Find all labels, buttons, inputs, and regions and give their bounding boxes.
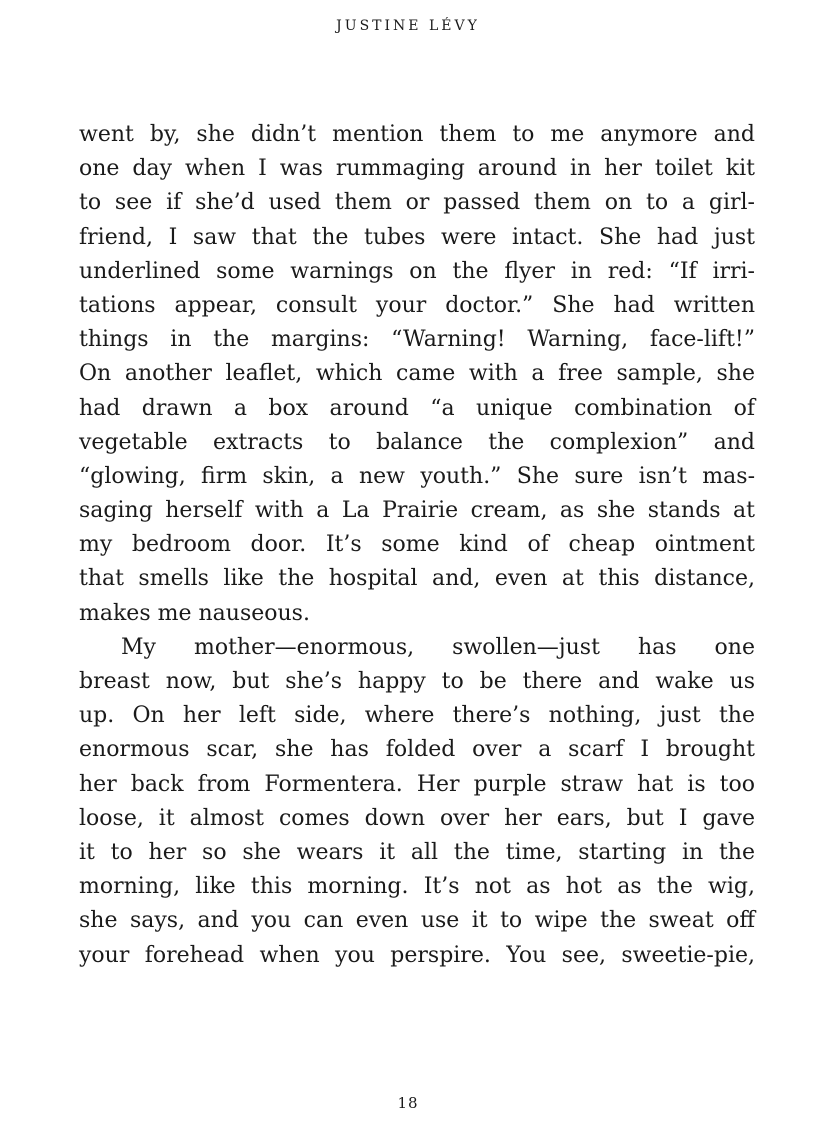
text-line: tations appear, consult your doctor.” She had written xyxy=(79,292,755,318)
text-line: things in the margins: “Warning! Warning, face-lift!” xyxy=(79,327,755,353)
text-line: my bedroom door. It’s some kind of cheap ointment xyxy=(79,532,755,558)
text-line: that smells like the hospital and, even at this distance, xyxy=(79,566,755,592)
text-line: friend, I saw that the tubes were intact. She had just xyxy=(79,224,755,250)
text-line: “glowing, firm skin, a new youth.” She sure isn’t mas- xyxy=(79,463,755,489)
text-line: morning, like this morning. It’s not as hot as the wig, xyxy=(79,874,755,900)
text-line: On another leaflet, which came with a free sample, she xyxy=(79,361,755,387)
text-line: went by, she didn’t mention them to me anymore and xyxy=(79,122,755,147)
page-number: 18 xyxy=(397,1094,419,1112)
text-line: saging herself with a La Prairie cream, as she stands at xyxy=(79,498,755,524)
text-line: My mother—enormous, swollen—just has one xyxy=(121,634,755,660)
text-line: one day when I was rummaging around in her toilet kit xyxy=(79,156,755,182)
text-line: makes me nauseous. xyxy=(79,600,310,626)
body-text xyxy=(79,118,755,973)
text-line: she says, and you can even use it to wipe the sweat off xyxy=(79,908,755,934)
text-line: up. On her left side, where there’s nothing, just the xyxy=(79,703,755,729)
text-line: her back from Formentera. Her purple straw hat is too xyxy=(79,771,755,797)
text-line: to see if she’d used them or passed them on to a girl- xyxy=(79,190,755,216)
text-line: enormous scar, she has folded over a scarf I brought xyxy=(79,737,755,763)
text-line: breast now, but she’s happy to be there and wake us xyxy=(79,669,755,694)
text-line: had drawn a box around “a unique combination of xyxy=(79,395,755,421)
text-line: it to her so she wears it all the time, starting in the xyxy=(79,839,755,865)
running-head: JUSTINE LÉVY xyxy=(336,18,480,34)
text-line: underlined some warnings on the flyer in red: “If irri- xyxy=(79,258,755,284)
text-line: your forehead when you perspire. You see, sweetie-pie, xyxy=(79,942,755,968)
text-line: loose, it almost comes down over her ears, but I gave xyxy=(79,805,755,831)
text-line: vegetable extracts to balance the complexion” and xyxy=(79,429,755,455)
